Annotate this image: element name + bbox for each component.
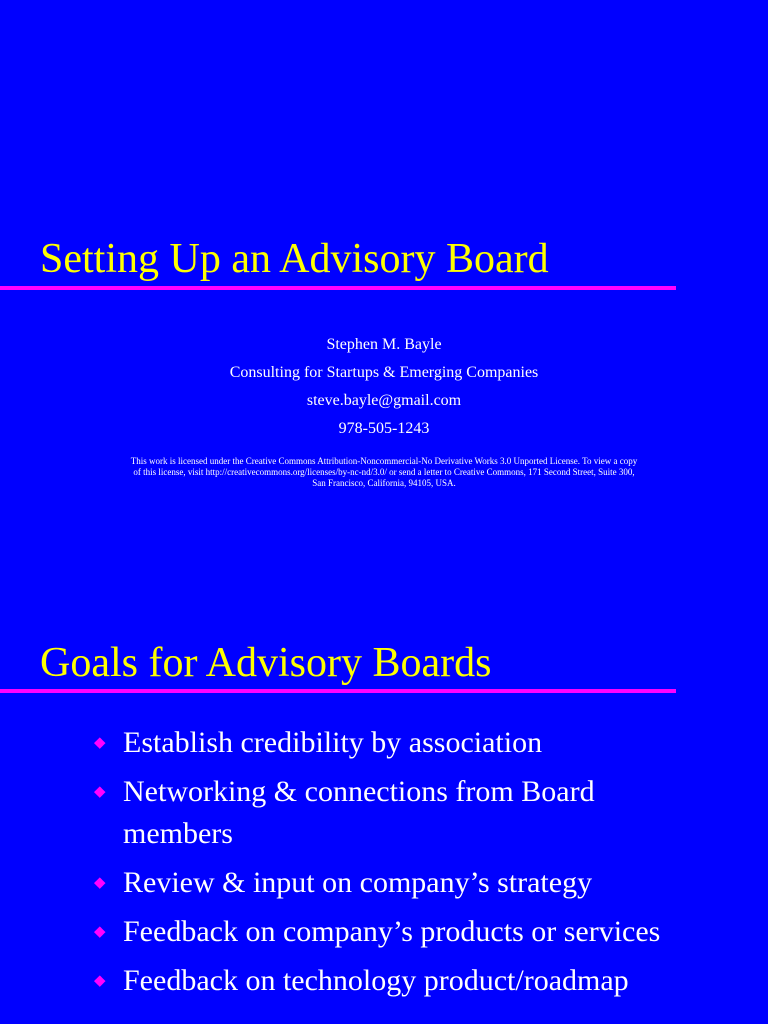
goals-list: [0, 722, 768, 1009]
list-item-text: Review & input on company’s strategy: [123, 866, 593, 899]
license-notice: This work is licensed under the Creative Commons Attribution-Noncommercial-No Derivative Works 3.0 Unported License. To view a copy of this license, visit http://creativecommons.org/licenses/by-nc-nd/3.0/ or send a letter to Creative Commons, 171 Second Street, Suite 300, San Francisco, California, 94105, USA.: [130, 456, 638, 488]
list-item-text: Networking & connections from Board members: [123, 775, 595, 850]
title-underline: [0, 689, 676, 693]
author-company: Consulting for Startups & Emerging Companies: [229, 364, 539, 381]
slide-title: Goals for Advisory Boards: [40, 640, 492, 686]
list-item: [0, 960, 768, 1002]
list-item: [0, 911, 768, 953]
list-item: [0, 722, 768, 764]
diamond-icon: ◆: [94, 873, 106, 891]
list-item: [0, 771, 768, 855]
author-phone: 978-505-1243: [338, 420, 430, 437]
list-item-text: Establish credibility by association: [123, 726, 543, 759]
author-name: Stephen M. Bayle: [326, 336, 442, 353]
list-item-text: Feedback on company’s products or services: [123, 915, 661, 948]
list-item-text: Feedback on technology product/roadmap: [123, 964, 629, 997]
diamond-icon: ◆: [94, 922, 106, 940]
slide-2: [0, 576, 768, 1024]
diamond-icon: ◆: [94, 971, 106, 989]
author-info: [0, 331, 768, 443]
diamond-icon: ◆: [94, 782, 106, 800]
author-email: steve.bayle@gmail.com: [306, 392, 462, 409]
title-underline: [0, 286, 676, 290]
list-item: [0, 862, 768, 904]
slide-title: Setting Up an Advisory Board: [40, 236, 549, 282]
diamond-icon: ◆: [94, 733, 106, 751]
